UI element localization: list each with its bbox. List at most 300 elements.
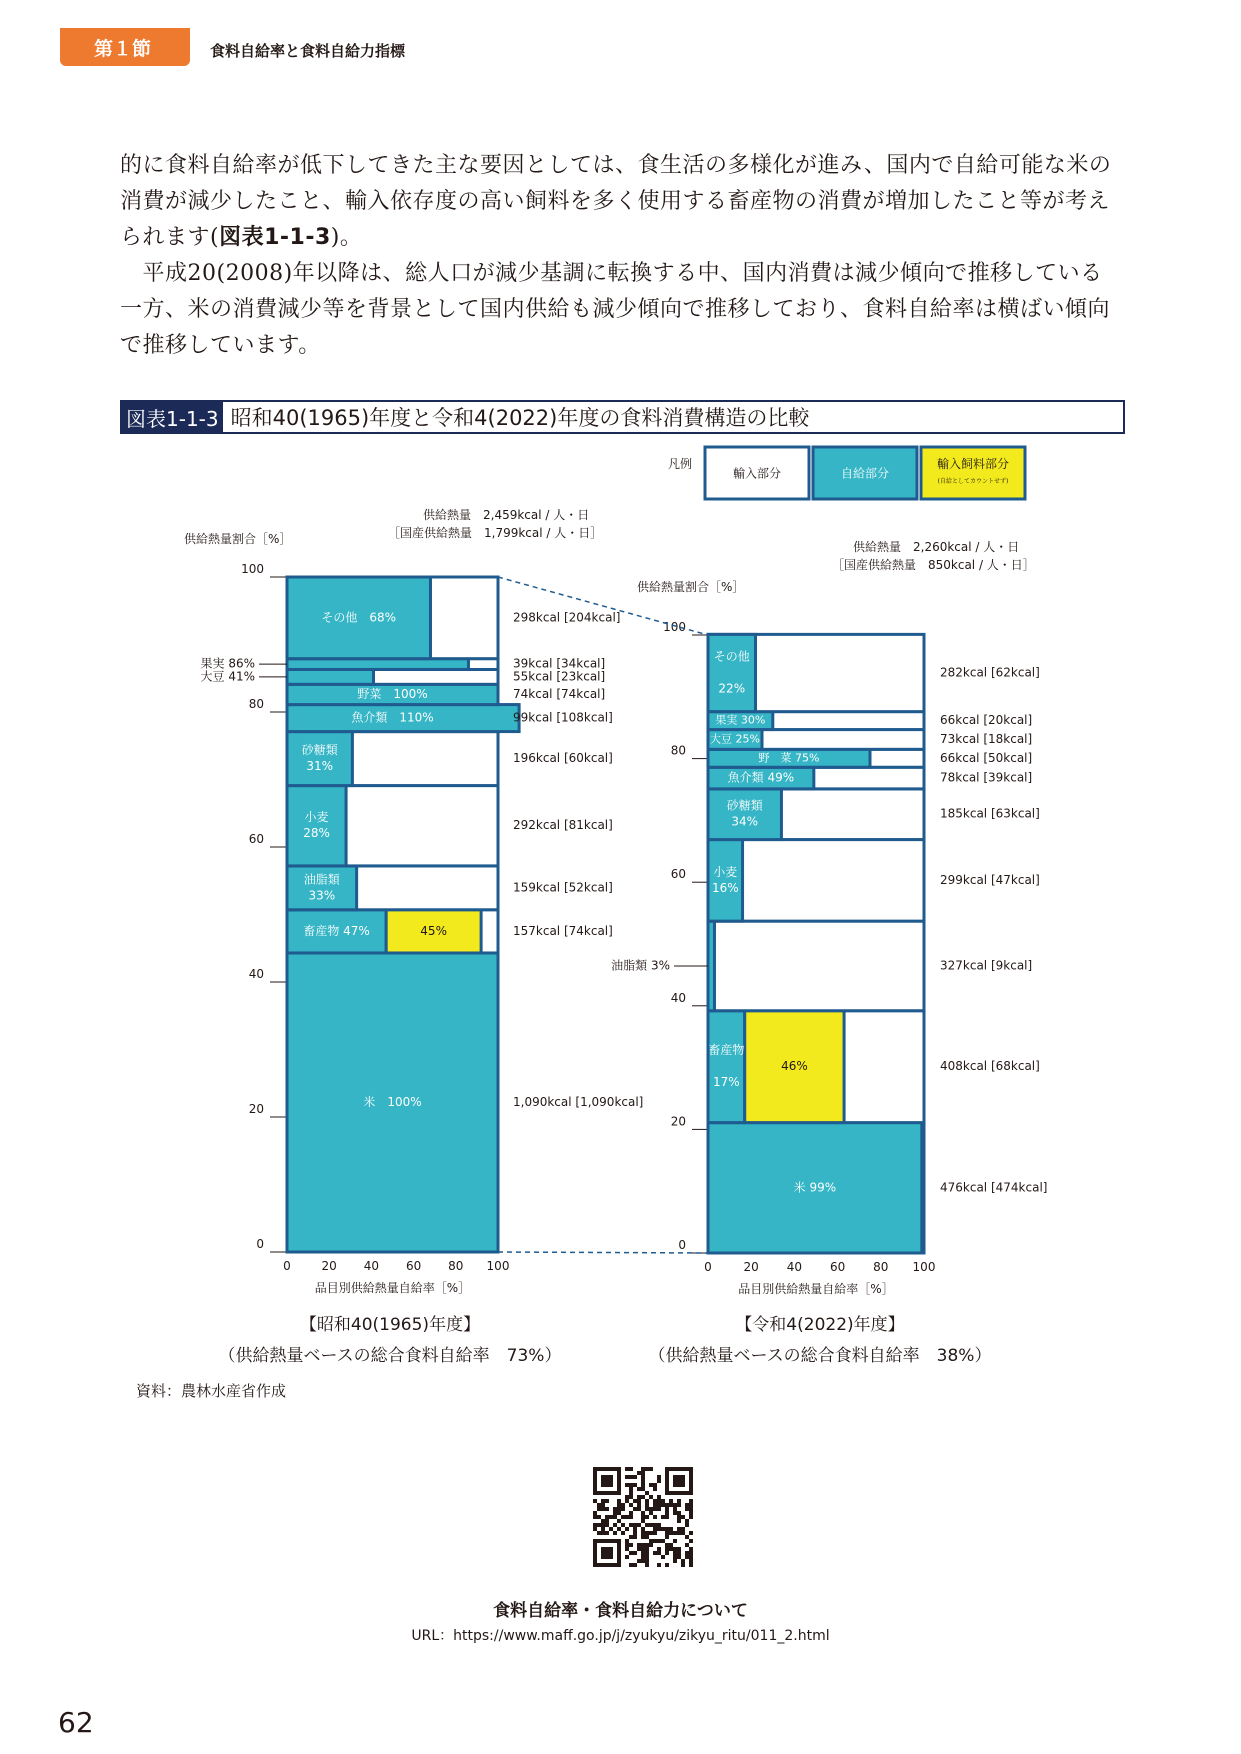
qr-code-icon[interactable] [593, 1467, 693, 1567]
qr-module [637, 1559, 641, 1563]
qr-module [681, 1515, 685, 1519]
panel2-item-1-self-bar [708, 1011, 745, 1123]
panel1-item-1-kcal-label: 157kcal [74kcal] [513, 923, 613, 938]
qr-module [673, 1539, 677, 1543]
panel1-ytick-label: 100 [241, 562, 264, 576]
paragraph-2-text: 平成20(2008)年以降は、総人口が減少基調に転換する中、国内消費は減少傾向で推移している一方、米の消費減少等を背景として国内供給も減少傾向で推移しており、食料自給率は横ばい傾向で推移しています。 [120, 261, 1111, 358]
qr-module [645, 1543, 649, 1547]
qr-module [661, 1527, 665, 1531]
qr-module [641, 1475, 645, 1479]
qr-module [625, 1483, 629, 1487]
caption-1965-subtitle: （供給熱量ベースの総合食料自給率 73%） [218, 1346, 562, 1366]
qr-module [645, 1507, 649, 1511]
qr-module [629, 1563, 633, 1567]
qr-module [689, 1531, 693, 1535]
qr-module [685, 1523, 689, 1527]
panel2-xtick-label: 80 [873, 1260, 889, 1274]
qr-module [625, 1543, 629, 1547]
qr-module [613, 1507, 617, 1511]
qr-module [689, 1499, 693, 1503]
qr-finder [593, 1539, 621, 1543]
panel2-item-5-label: 魚介類 49% [727, 770, 795, 785]
qr-module [597, 1515, 601, 1519]
qr-module [673, 1507, 677, 1511]
qr-module [669, 1547, 673, 1551]
panel2-ytick-label: 80 [670, 743, 686, 758]
qr-module [597, 1507, 601, 1511]
caption-1965 [200, 1310, 580, 1366]
panel1-ytick-label: 60 [248, 832, 264, 846]
panel1-xtick-label: 100 [486, 1259, 510, 1273]
panel1-item-4-kcal-label: 196kcal [60kcal] [513, 751, 613, 766]
qr-module [681, 1559, 685, 1563]
legend-feed-label: 輸入飼料部分 [936, 457, 1010, 471]
qr-module [601, 1503, 605, 1507]
panel1-item-5-kcal-label: 99kcal [108kcal] [513, 710, 613, 725]
panel2-xtick-label: 20 [743, 1260, 759, 1274]
legend-title: 凡例 [668, 457, 693, 471]
panel1-item-8-side-label: 果実 86% [200, 656, 255, 671]
panel1-xtick-label: 60 [405, 1259, 422, 1273]
qr-module [689, 1559, 693, 1563]
legend-import-label: 輸入部分 [732, 466, 782, 481]
qr-finder [689, 1467, 693, 1495]
qr-module [681, 1527, 685, 1531]
qr-module [657, 1539, 661, 1543]
qr-module [605, 1519, 609, 1523]
qr-module [689, 1511, 693, 1515]
qr-module [605, 1507, 609, 1511]
qr-module [645, 1531, 649, 1535]
qr-module [621, 1531, 625, 1535]
qr-module [665, 1507, 669, 1511]
qr-module [621, 1503, 625, 1507]
qr-finder [617, 1467, 621, 1495]
qr-module [689, 1503, 693, 1507]
panel2-item-8-kcal-label: 66kcal [20kcal] [940, 713, 1033, 728]
qr-module [677, 1499, 681, 1503]
qr-module [625, 1515, 629, 1519]
figure-label: 図表1-1-3 [122, 402, 223, 432]
qr-module [633, 1535, 637, 1539]
qr-module [637, 1471, 641, 1475]
panel1-ytick-label: 0 [256, 1237, 264, 1251]
qr-module [629, 1543, 633, 1547]
qr-module [685, 1503, 689, 1507]
qr-module [629, 1503, 633, 1507]
qr-module [593, 1511, 597, 1515]
qr-module [613, 1531, 617, 1535]
caption-2022 [630, 1310, 1010, 1366]
panel2-supply-text: 供給熱量 2,260kcal / 人・日 [853, 540, 1020, 554]
qr-url-link[interactable]: URL：https://www.maff.go.jp/j/zyukyu/zikyu_ritu/011_2.html [411, 1628, 830, 1644]
qr-module [669, 1499, 673, 1503]
qr-module [681, 1563, 685, 1567]
qr-module [637, 1487, 641, 1491]
qr-module [665, 1535, 669, 1539]
qr-module [605, 1531, 609, 1535]
qr-module [625, 1539, 629, 1543]
qr-module [649, 1523, 653, 1527]
qr-module [645, 1547, 649, 1551]
qr-module [657, 1547, 661, 1551]
panel2-item-9-label: 22% [718, 681, 746, 696]
qr-module [669, 1543, 673, 1547]
qr-module [621, 1523, 625, 1527]
qr-finder [601, 1547, 613, 1559]
qr-module [665, 1531, 669, 1535]
qr-module [669, 1503, 673, 1507]
qr-module [645, 1491, 649, 1495]
panel2-item-3-label: 小麦 [713, 864, 738, 879]
qr-module [617, 1503, 621, 1507]
paragraph-1-text: 的に食料自給率が低下してきた主な要因としては、食生活の多様化が進み、国内で自給可能な米の消費が減少したこと、輸入依存度の高い飼料を多く使用する畜産物の消費が増加したこと等が考えられます( [120, 153, 1112, 250]
figure-reference-link[interactable]: 図表1-1-3 [219, 225, 331, 250]
panel2-item-1-label: 畜産物 [708, 1043, 745, 1058]
qr-module [609, 1527, 613, 1531]
qr-module [657, 1523, 661, 1527]
caption-1965-title: 【昭和40(1965)年度】 [299, 1315, 481, 1335]
panel2-xtick-label: 40 [786, 1260, 803, 1274]
qr-module [605, 1523, 609, 1527]
qr-module [649, 1495, 653, 1499]
qr-module [633, 1563, 637, 1567]
qr-module [613, 1523, 617, 1527]
qr-module [641, 1495, 645, 1499]
panel1-item-1-label: 畜産物 47% [303, 923, 370, 938]
qr-module [645, 1535, 649, 1539]
qr-module [689, 1547, 693, 1551]
qr-module [673, 1531, 677, 1535]
panel1-domestic-text: ［国産供給熱量 1,799kcal / 人・日］ [388, 526, 603, 540]
panel2-item-1-label: 17% [713, 1075, 740, 1090]
qr-module [689, 1555, 693, 1559]
qr-module [629, 1487, 633, 1491]
qr-module [625, 1495, 629, 1499]
panel1-ytick-label: 20 [248, 1102, 264, 1116]
qr-module [641, 1471, 645, 1475]
figure-title: 昭和40(1965)年度と令和4(2022)年度の食料消費構造の比較 [230, 406, 810, 430]
qr-module [665, 1543, 669, 1547]
panel1-item-0-label: 米 100% [363, 1094, 422, 1109]
panel2-item-4-kcal-label: 185kcal [63kcal] [940, 806, 1040, 821]
qr-module [661, 1539, 665, 1543]
qr-module [689, 1515, 693, 1519]
panel2-item-1-kcal-label: 408kcal [68kcal] [940, 1059, 1040, 1074]
qr-module [597, 1503, 601, 1507]
qr-module [593, 1527, 597, 1531]
qr-module [661, 1499, 665, 1503]
qr-module [653, 1527, 657, 1531]
qr-module [673, 1547, 677, 1551]
qr-module [673, 1511, 677, 1515]
panel2-item-2-self-bar [708, 921, 714, 1011]
qr-module [641, 1527, 645, 1531]
qr-module [625, 1499, 629, 1503]
qr-finder [593, 1491, 621, 1495]
qr-module [629, 1467, 633, 1471]
panel1-item-7-self-bar [287, 669, 374, 684]
qr-finder [665, 1467, 669, 1495]
qr-module [633, 1551, 637, 1555]
panel2-item-0-label: 米 99% [793, 1180, 837, 1195]
qr-module [629, 1551, 633, 1555]
panel2-item-4-label: 34% [731, 814, 759, 829]
panel1-item-0-kcal-label: 1,090kcal [1,090kcal] [513, 1094, 644, 1109]
qr-module [685, 1551, 689, 1555]
qr-module [645, 1555, 649, 1559]
qr-module [649, 1507, 653, 1511]
panel1-xlabel: 品目別供給熱量自給率［%］ [314, 1281, 471, 1295]
panel1-item-2-label: 油脂類 [303, 872, 340, 887]
panel1-item-7-side-label: 大豆 41% [200, 669, 255, 684]
panel2-item-5-kcal-label: 78kcal [39kcal] [940, 770, 1033, 785]
section-label: 第１節 [94, 37, 152, 60]
qr-module [665, 1551, 669, 1555]
qr-finder [673, 1475, 685, 1487]
qr-module [625, 1555, 629, 1559]
qr-module [669, 1531, 673, 1535]
legend-feed-swatch [921, 447, 1025, 499]
legend-self-label: 自給部分 [840, 466, 890, 481]
qr-module [597, 1531, 601, 1535]
connector-bottom [498, 1252, 708, 1253]
qr-module [629, 1495, 633, 1499]
qr-module [621, 1507, 625, 1511]
qr-module [605, 1515, 609, 1519]
panel2-item-3-kcal-label: 299kcal [47kcal] [940, 872, 1040, 887]
qr-module [645, 1515, 649, 1519]
qr-module [677, 1503, 681, 1507]
qr-finder [593, 1467, 621, 1471]
qr-module [641, 1487, 645, 1491]
qr-module [677, 1511, 681, 1515]
qr-module [601, 1507, 605, 1511]
panel2-item-0-kcal-label: 476kcal [474kcal] [940, 1180, 1048, 1195]
qr-module [637, 1503, 641, 1507]
qr-module [625, 1475, 629, 1479]
qr-module [665, 1503, 669, 1507]
panel1-item-3-label: 小麦 [304, 810, 329, 825]
qr-module [657, 1479, 661, 1483]
panel1-supply-text: 供給熱量 2,459kcal / 人・日 [423, 508, 590, 522]
qr-module [609, 1515, 613, 1519]
qr-module [685, 1555, 689, 1559]
qr-module [633, 1523, 637, 1527]
qr-module [653, 1483, 657, 1487]
qr-module [633, 1531, 637, 1535]
panel1-xtick-label: 40 [363, 1259, 380, 1273]
qr-module [649, 1467, 653, 1471]
panel1-item-3-kcal-label: 292kcal [81kcal] [513, 818, 613, 833]
qr-finder [617, 1539, 621, 1567]
panel2-ylabel: 供給熱量割合［%］ [637, 580, 745, 594]
qr-module [641, 1559, 645, 1563]
qr-module [649, 1531, 653, 1535]
panel2-item-9-kcal-label: 282kcal [62kcal] [940, 665, 1040, 680]
panel1-item-7-kcal-label: 55kcal [23kcal] [513, 669, 606, 684]
panel1-item-3-label: 28% [303, 826, 330, 841]
panel1-xtick-label: 20 [321, 1259, 337, 1273]
qr-module [633, 1499, 637, 1503]
qr-module [629, 1515, 633, 1519]
panel1-item-9-label: その他 68% [321, 610, 397, 625]
qr-module [657, 1563, 661, 1567]
panel2-xtick-label: 0 [704, 1260, 712, 1274]
page-number: 62 [58, 1706, 94, 1739]
qr-module [601, 1531, 605, 1535]
panel2-ytick-label: 20 [670, 1114, 686, 1129]
qr-module [673, 1559, 677, 1563]
qr-module [641, 1555, 645, 1559]
panel2-item-9-label: その他 [713, 649, 750, 664]
qr-module [653, 1487, 657, 1491]
qr-module [657, 1495, 661, 1499]
qr-module [645, 1551, 649, 1555]
panel1-item-4-label: 砂糖類 [301, 743, 338, 758]
qr-module [629, 1475, 633, 1479]
qr-module [657, 1507, 661, 1511]
qr-module [641, 1467, 645, 1471]
qr-module [637, 1495, 641, 1499]
qr-module [637, 1543, 641, 1547]
qr-module [689, 1507, 693, 1511]
qr-module [641, 1547, 645, 1551]
qr-module [629, 1535, 633, 1539]
qr-module [629, 1491, 633, 1495]
qr-module [593, 1515, 597, 1519]
qr-module [649, 1543, 653, 1547]
qr-module [665, 1511, 669, 1515]
qr-module [657, 1499, 661, 1503]
panel1-ytick-label: 40 [248, 967, 264, 981]
qr-finder [593, 1563, 621, 1567]
qr-module [645, 1467, 649, 1471]
qr-module [613, 1511, 617, 1515]
qr-module [601, 1519, 605, 1523]
panel2-item-2-import-bar [708, 921, 924, 1011]
qr-module [673, 1551, 677, 1555]
qr-module [629, 1511, 633, 1515]
qr-module [657, 1551, 661, 1555]
panel2-ytick-label: 100 [663, 620, 686, 634]
qr-module [641, 1535, 645, 1539]
qr-module [593, 1523, 597, 1527]
qr-module [665, 1515, 669, 1519]
qr-module [677, 1551, 681, 1555]
qr-module [617, 1527, 621, 1531]
panel2-domestic-text: ［国産供給熱量 850kcal / 人・日］ [832, 558, 1035, 572]
qr-module [617, 1499, 621, 1503]
panel2-xlabel: 品目別供給熱量自給率［%］ [738, 1282, 894, 1296]
qr-module [689, 1539, 693, 1543]
paragraph-1-end: )。 [330, 225, 363, 250]
qr-module [677, 1519, 681, 1523]
qr-module [641, 1543, 645, 1547]
qr-module [677, 1531, 681, 1535]
panel2-item-2-kcal-label: 327kcal [9kcal] [940, 958, 1033, 973]
panel2-item-2-side-label: 油脂類 3% [611, 958, 670, 973]
qr-module [641, 1483, 645, 1487]
qr-module [685, 1535, 689, 1539]
qr-module [641, 1551, 645, 1555]
legend-feed-note: (自給としてカウントせず) [937, 478, 1009, 485]
qr-module [625, 1547, 629, 1551]
qr-module [629, 1483, 633, 1487]
qr-module [649, 1539, 653, 1543]
qr-module [649, 1511, 653, 1515]
panel2-ytick-label: 40 [670, 990, 686, 1005]
panel1-ylabel: 供給熱量割合［%］ [184, 532, 292, 546]
qr-module [653, 1499, 657, 1503]
qr-module [657, 1527, 661, 1531]
panel1-item-9-kcal-label: 298kcal [204kcal] [513, 610, 621, 625]
qr-module [633, 1483, 637, 1487]
panel2-item-6-kcal-label: 66kcal [50kcal] [940, 750, 1033, 765]
qr-module [625, 1467, 629, 1471]
panel1-item-8-self-bar [287, 659, 468, 670]
qr-module [645, 1503, 649, 1507]
qr-module [653, 1531, 657, 1535]
qr-module [677, 1547, 681, 1551]
qr-module [673, 1503, 677, 1507]
qr-module [641, 1519, 645, 1523]
panel1-item-2-label: 33% [308, 888, 336, 903]
panel1-ytick-label: 80 [248, 697, 264, 711]
qr-module [601, 1499, 605, 1503]
qr-module [689, 1563, 693, 1567]
panel2-item-7-label: 大豆 25% [710, 732, 760, 746]
qr-module [637, 1523, 641, 1527]
panel1-xtick-label: 80 [448, 1259, 464, 1273]
qr-module [653, 1551, 657, 1555]
qr-module [653, 1539, 657, 1543]
qr-module [613, 1515, 617, 1519]
qr-module [633, 1475, 637, 1479]
qr-module [625, 1527, 629, 1531]
qr-finder [593, 1467, 597, 1495]
panel2-xtick-label: 60 [829, 1260, 846, 1274]
panel1-item-4-label: 31% [306, 759, 334, 774]
panel1-item-6-label: 野菜 100% [357, 686, 428, 701]
qr-module [593, 1499, 597, 1503]
qr-module [661, 1555, 665, 1559]
panel1-item-8-kcal-label: 39kcal [34kcal] [513, 656, 606, 671]
qr-finder [593, 1539, 597, 1567]
qr-module [661, 1503, 665, 1507]
qr-module [685, 1543, 689, 1547]
qr-module [617, 1511, 621, 1515]
qr-finder [665, 1467, 693, 1471]
panel2-ytick-label: 0 [678, 1238, 686, 1252]
qr-module [677, 1555, 681, 1559]
qr-module [653, 1515, 657, 1519]
qr-module [657, 1475, 661, 1479]
qr-module [601, 1527, 605, 1531]
qr-module [665, 1527, 669, 1531]
panel1-item-6-kcal-label: 74kcal [74kcal] [513, 686, 606, 701]
panel2-item-8-label: 果実 30% [715, 713, 766, 727]
qr-module [653, 1507, 657, 1511]
qr-module [657, 1503, 661, 1507]
qr-module [637, 1499, 641, 1503]
qr-module [645, 1563, 649, 1567]
panel2-xtick-label: 100 [912, 1260, 936, 1274]
panel2-item-1-feed-label: 46% [781, 1059, 808, 1074]
qr-module [685, 1507, 689, 1511]
qr-module [601, 1523, 605, 1527]
qr-module [677, 1515, 681, 1519]
